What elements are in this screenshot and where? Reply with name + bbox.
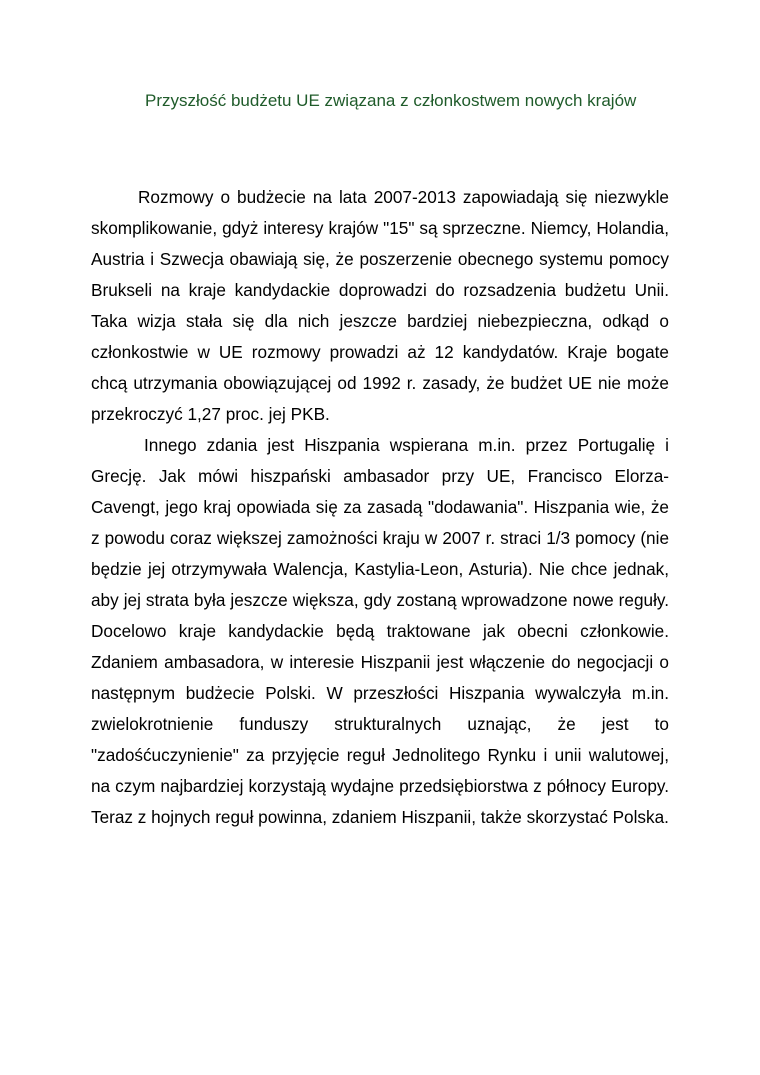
paragraph-2: Innego zdania jest Hiszpania wspierana m.in. przez Portugalię i Grecję. Jak mówi hiszpański ambasador przy UE, Francisco Elorza-Cavengt, jego kraj opowiada się za zasadą "dodawania". Hiszpania wie, że z powodu coraz większej zamożności kraju w 2007 r. straci 1/3 pomocy (nie będzie jej otrzymywała Walencja, Kastylia-Leon, Asturia). Nie chce jednak, aby jej strata była jeszcze większa, gdy zostaną wprowadzone nowe reguły. Docelowo kraje kandydackie będą traktowane jak obecni członkowie. Zdaniem ambasadora, w interesie Hiszpanii jest włączenie do negocjacji o następnym budżecie Polski. W przeszłości Hiszpania wywalczyła m.in. zwielokrotnienie funduszy strukturalnych uznając, że jest to "zadośćuczynienie" za przyjęcie reguł Jednolitego Rynku i unii walutowej, na czym najbardziej korzystają wydajne przedsiębiorstwa z północy Europy. Teraz z hojnych reguł powinna, zdaniem Hiszpanii, także skorzystać Polska.: [91, 435, 669, 827]
paragraph-1: Rozmowy o budżecie na lata 2007-2013 zapowiadają się niezwykle skomplikowanie, gdyż interesy krajów "15" są sprzeczne. Niemcy, Holandia, Austria i Szwecja obawiają się, że poszerzenie obecnego systemu pomocy Brukseli na kraje kandydackie doprowadzi do rozsadzenia budżetu Unii. Taka wizja stała się dla nich jeszcze bardziej niebezpieczna, odkąd o członkostwie w UE rozmowy prowadzi aż 12 kandydatów. Kraje bogate chcą utrzymania obowiązującej od 1992 r. zasady, że budżet UE nie może przekroczyć 1,27 proc. jej PKB.: [91, 187, 669, 424]
document-title: Przyszłość budżetu UE związana z członkostwem nowych krajów: [145, 91, 637, 110]
document-body: [91, 182, 669, 833]
